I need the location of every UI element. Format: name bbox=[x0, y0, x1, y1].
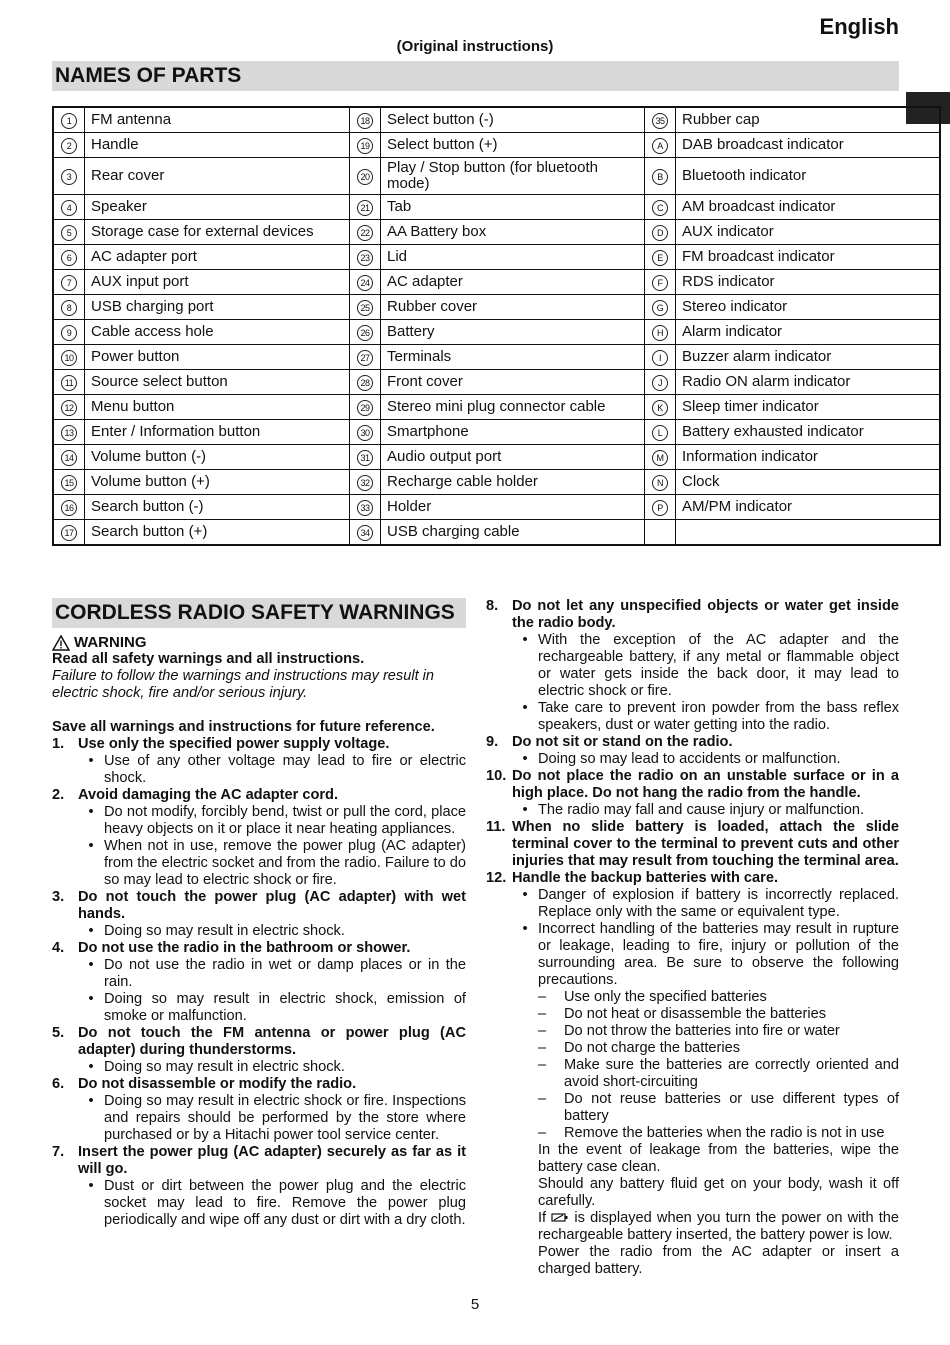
safety-item-2 bbox=[52, 787, 466, 804]
part-number: J bbox=[652, 375, 668, 391]
bullet-item: • Doing so may result in electric shock or fire. Inspections and repairs should be performed by the store where purchased or by a Hitachi power tool service center. bbox=[88, 1093, 466, 1143]
part-number: 9 bbox=[61, 325, 77, 341]
fluid-note: Should any battery fluid get on your body, wash it off carefully. bbox=[538, 1176, 899, 1209]
item-title: Do not let any unspecified objects or water get inside the radio body. bbox=[512, 598, 899, 631]
part-number: 31 bbox=[357, 450, 373, 466]
part-number: 11 bbox=[61, 375, 77, 391]
part-label: AA Battery box bbox=[381, 220, 645, 245]
safety-item-3 bbox=[52, 889, 466, 923]
item-number: 6. bbox=[52, 1076, 65, 1092]
part-label: Search button (+) bbox=[85, 520, 350, 546]
parts-row bbox=[53, 245, 940, 270]
part-number: 14 bbox=[61, 450, 77, 466]
part-label: Volume button (+) bbox=[85, 470, 350, 495]
bullet-item: • With the exception of the AC adapter and the rechargeable battery, if any metal or flammable object or water gets inside the back door, it may lead to electric shock or fire. bbox=[522, 632, 899, 699]
item-number: 1. bbox=[52, 736, 65, 752]
part-number: D bbox=[652, 225, 668, 241]
part-number: 19 bbox=[357, 138, 373, 154]
part-number: 15 bbox=[61, 475, 77, 491]
part-label: USB charging port bbox=[85, 295, 350, 320]
bullet-item: • When not in use, remove the power plug (AC adapter) from the electric socket and from the radio. Failure to do so may lead to electric shock or fire. bbox=[88, 838, 466, 888]
part-number: H bbox=[652, 325, 668, 341]
part-label: AUX indicator bbox=[676, 220, 941, 245]
part-label: Buzzer alarm indicator bbox=[676, 345, 941, 370]
part-label: FM broadcast indicator bbox=[676, 245, 941, 270]
part-number: B bbox=[652, 169, 668, 185]
part-label: Information indicator bbox=[676, 445, 941, 470]
parts-row bbox=[53, 195, 940, 220]
part-label: Rubber cover bbox=[381, 295, 645, 320]
safety-item-8 bbox=[486, 598, 899, 632]
part-label: Menu button bbox=[85, 395, 350, 420]
part-label: Power button bbox=[85, 345, 350, 370]
part-number: I bbox=[652, 350, 668, 366]
safety-left-column bbox=[52, 598, 466, 1229]
part-label: Enter / Information button bbox=[85, 420, 350, 445]
parts-row bbox=[53, 420, 940, 445]
item-title: Do not touch the FM antenna or power plug (AC adapter) during thunderstorms. bbox=[78, 1025, 466, 1058]
part-label: AC adapter port bbox=[85, 245, 350, 270]
part-label: Sleep timer indicator bbox=[676, 395, 941, 420]
part-label: Select button (-) bbox=[381, 107, 645, 133]
part-label: Rear cover bbox=[85, 158, 350, 195]
save-instructions: Save all warnings and instructions for future reference. bbox=[52, 719, 435, 735]
part-label bbox=[676, 520, 941, 546]
warning-triangle-icon bbox=[52, 635, 70, 651]
parts-row bbox=[53, 495, 940, 520]
part-label: Volume button (-) bbox=[85, 445, 350, 470]
leakage-note: In the event of leakage from the batteries, wipe the battery case clean. bbox=[538, 1142, 899, 1175]
bullet-item: • The radio may fall and cause injury or malfunction. bbox=[522, 802, 865, 818]
power-note: Power the radio from the AC adapter or insert a charged battery. bbox=[538, 1244, 899, 1277]
part-number: 17 bbox=[61, 525, 77, 541]
part-label: AM/PM indicator bbox=[676, 495, 941, 520]
part-number: 32 bbox=[357, 475, 373, 491]
part-label: Storage case for external devices bbox=[85, 220, 350, 245]
parts-row bbox=[53, 270, 940, 295]
part-label: Battery bbox=[381, 320, 645, 345]
part-number: P bbox=[652, 500, 668, 516]
part-number: 21 bbox=[357, 200, 373, 216]
bullet-item: • Dust or dirt between the power plug and the electric socket may lead to fire. Remove the power plug periodically and wipe off any dust or dirt with a dry cloth. bbox=[88, 1178, 466, 1228]
safety-item-12 bbox=[486, 870, 899, 887]
part-number: 18 bbox=[357, 113, 373, 129]
precaution-item: – Do not charge the batteries bbox=[538, 1040, 741, 1056]
read-all-instructions: Read all safety warnings and all instructions. bbox=[52, 651, 365, 667]
part-number: 35 bbox=[652, 113, 668, 129]
part-number: 30 bbox=[357, 425, 373, 441]
bullet-item: • Doing so may result in electric shock. bbox=[88, 1059, 345, 1075]
part-label: Terminals bbox=[381, 345, 645, 370]
part-label: Search button (-) bbox=[85, 495, 350, 520]
safety-item-10 bbox=[486, 768, 899, 802]
part-label: AC adapter bbox=[381, 270, 645, 295]
part-number: A bbox=[652, 138, 668, 154]
part-label: Radio ON alarm indicator bbox=[676, 370, 941, 395]
part-number: 20 bbox=[357, 169, 373, 185]
part-label: DAB broadcast indicator bbox=[676, 133, 941, 158]
part-number: M bbox=[652, 450, 668, 466]
part-label: USB charging cable bbox=[381, 520, 645, 546]
item-number: 7. bbox=[52, 1144, 65, 1160]
item-number: 3. bbox=[52, 889, 65, 905]
precaution-item: – Do not throw the batteries into fire or water bbox=[538, 1023, 840, 1039]
part-label: AM broadcast indicator bbox=[676, 195, 941, 220]
part-label: Battery exhausted indicator bbox=[676, 420, 941, 445]
part-number: 13 bbox=[61, 425, 77, 441]
safety-item-6 bbox=[52, 1076, 466, 1093]
bullet-item: • Use of any other voltage may lead to fire or electric shock. bbox=[88, 753, 466, 786]
item-title: Insert the power plug (AC adapter) securely as far as it will go. bbox=[78, 1144, 466, 1177]
part-label: Smartphone bbox=[381, 420, 645, 445]
item-title: Do not place the radio on an unstable surface or in a high place. Do not hang the radio from the handle. bbox=[512, 768, 899, 801]
part-number: 34 bbox=[357, 525, 373, 541]
warning-text: WARNING bbox=[74, 634, 147, 651]
item-number: 8. bbox=[486, 598, 499, 614]
safety-item-1 bbox=[52, 736, 466, 753]
bullet-item: • Doing so may result in electric shock. bbox=[88, 923, 345, 939]
bullet-item: • Doing so may result in electric shock, emission of smoke or malfunction. bbox=[88, 991, 466, 1024]
item-title: Do not sit or stand on the radio. bbox=[512, 734, 733, 750]
part-label: FM antenna bbox=[85, 107, 350, 133]
safety-item-9 bbox=[486, 734, 899, 751]
item-title: When no slide battery is loaded, attach the slide terminal cover to the terminal to prevent cuts and other injuries that may result from touching the terminal area. bbox=[512, 819, 899, 869]
part-number: N bbox=[652, 475, 668, 491]
part-number: L bbox=[652, 425, 668, 441]
item-number: 2. bbox=[52, 787, 65, 803]
part-number: 6 bbox=[61, 250, 77, 266]
part-number: 29 bbox=[357, 400, 373, 416]
language-label: English bbox=[819, 14, 899, 39]
safety-item-11 bbox=[486, 819, 899, 870]
part-number: 22 bbox=[357, 225, 373, 241]
parts-row bbox=[53, 320, 940, 345]
part-number: 23 bbox=[357, 250, 373, 266]
part-label: Play / Stop button (for bluetooth mode) bbox=[381, 158, 645, 195]
item-number: 12. bbox=[486, 870, 507, 886]
bullet-item: • Doing so may lead to accidents or malfunction. bbox=[522, 751, 841, 767]
original-instructions: (Original instructions) bbox=[396, 38, 554, 55]
safety-item-7 bbox=[52, 1144, 466, 1178]
part-label: Audio output port bbox=[381, 445, 645, 470]
part-label: Tab bbox=[381, 195, 645, 220]
page-number: 5 bbox=[470, 1296, 480, 1313]
battery-low-icon bbox=[551, 1212, 569, 1223]
bullet-item: • Incorrect handling of the batteries may result in rupture or leakage, leading to fire, injury or pollution of the surrounding area. Be sure to observe the following precautions. bbox=[522, 921, 899, 988]
part-label: Stereo indicator bbox=[676, 295, 941, 320]
part-label: Recharge cable holder bbox=[381, 470, 645, 495]
part-number: 28 bbox=[357, 375, 373, 391]
parts-row bbox=[53, 295, 940, 320]
parts-row bbox=[53, 345, 940, 370]
part-number: 27 bbox=[357, 350, 373, 366]
part-number: 7 bbox=[61, 275, 77, 291]
part-number: 2 bbox=[61, 138, 77, 154]
item-number: 5. bbox=[52, 1025, 65, 1041]
failure-notice: Failure to follow the warnings and instructions may result in electric shock, fire and/or serious injury. bbox=[52, 668, 435, 701]
part-number: 26 bbox=[357, 325, 373, 341]
bullet-item: • Take care to prevent iron powder from the bass reflex speakers, dust or water getting into the radio. bbox=[522, 700, 899, 733]
item-number: 11. bbox=[486, 819, 506, 835]
part-number: G bbox=[652, 300, 668, 316]
part-label: RDS indicator bbox=[676, 270, 941, 295]
part-number: 10 bbox=[61, 350, 77, 366]
part-label: Lid bbox=[381, 245, 645, 270]
parts-row bbox=[53, 520, 940, 546]
bullet-item: • Danger of explosion if battery is incorrectly replaced. Replace only with the same or equivalent type. bbox=[522, 887, 899, 920]
part-number: 33 bbox=[357, 500, 373, 516]
part-label: Holder bbox=[381, 495, 645, 520]
precaution-item: – Do not reuse batteries or use different types of battery bbox=[538, 1091, 899, 1124]
part-label: Stereo mini plug connector cable bbox=[381, 395, 645, 420]
part-label: Handle bbox=[85, 133, 350, 158]
part-number: 12 bbox=[61, 400, 77, 416]
item-title: Handle the backup batteries with care. bbox=[512, 870, 779, 886]
part-label: Front cover bbox=[381, 370, 645, 395]
names-of-parts-heading: NAMES OF PARTS bbox=[52, 61, 899, 91]
item-number: 9. bbox=[486, 734, 499, 750]
parts-row bbox=[53, 395, 940, 420]
parts-row bbox=[53, 445, 940, 470]
part-number: 3 bbox=[61, 169, 77, 185]
bullet-item: • Do not use the radio in wet or damp places or in the rain. bbox=[88, 957, 466, 990]
parts-row bbox=[53, 133, 940, 158]
low-battery-note: If is displayed when you turn the power on with the rechargeable battery inserted, the battery power is low. bbox=[538, 1210, 900, 1243]
part-number: 4 bbox=[61, 200, 77, 216]
precaution-item: – Do not heat or disassemble the batteries bbox=[538, 1006, 827, 1022]
precaution-item: – Use only the specified batteries bbox=[538, 989, 767, 1005]
part-label: Bluetooth indicator bbox=[676, 158, 941, 195]
item-title: Use only the specified power supply voltage. bbox=[78, 736, 390, 752]
item-number: 4. bbox=[52, 940, 65, 956]
part-number: E bbox=[652, 250, 668, 266]
parts-row bbox=[53, 470, 940, 495]
part-number: 8 bbox=[61, 300, 77, 316]
part-number: 16 bbox=[61, 500, 77, 516]
part-label: Alarm indicator bbox=[676, 320, 941, 345]
bullet-item: • Do not modify, forcibly bend, twist or pull the cord, place heavy objects on it or place it near heating appliances. bbox=[88, 804, 466, 837]
safety-item-4 bbox=[52, 940, 466, 957]
part-number: 5 bbox=[61, 225, 77, 241]
part-label: Cable access hole bbox=[85, 320, 350, 345]
precaution-item: – Make sure the batteries are correctly oriented and avoid short-circuiting bbox=[538, 1057, 899, 1090]
item-title: Do not disassemble or modify the radio. bbox=[78, 1076, 357, 1092]
safety-heading: CORDLESS RADIO SAFETY WARNINGS bbox=[52, 598, 466, 628]
part-label: AUX input port bbox=[85, 270, 350, 295]
part-number: 25 bbox=[357, 300, 373, 316]
parts-table bbox=[52, 106, 941, 546]
part-number: C bbox=[652, 200, 668, 216]
warning-label bbox=[52, 634, 466, 651]
part-number: K bbox=[652, 400, 668, 416]
part-label: Rubber cap bbox=[676, 107, 941, 133]
parts-row bbox=[53, 158, 940, 195]
part-number: 1 bbox=[61, 113, 77, 129]
part-label: Speaker bbox=[85, 195, 350, 220]
part-number: F bbox=[652, 275, 668, 291]
safety-right-column bbox=[486, 598, 899, 1278]
item-title: Avoid damaging the AC adapter cord. bbox=[78, 787, 339, 803]
part-label: Source select button bbox=[85, 370, 350, 395]
item-title: Do not use the radio in the bathroom or shower. bbox=[78, 940, 411, 956]
parts-row bbox=[53, 370, 940, 395]
part-number: 24 bbox=[357, 275, 373, 291]
item-number: 10. bbox=[486, 768, 507, 784]
part-label: Clock bbox=[676, 470, 941, 495]
safety-item-5 bbox=[52, 1025, 466, 1059]
parts-row bbox=[53, 220, 940, 245]
item-title: Do not touch the power plug (AC adapter) with wet hands. bbox=[78, 889, 466, 922]
precaution-item: – Remove the batteries when the radio is not in use bbox=[538, 1125, 885, 1141]
parts-row bbox=[53, 107, 940, 133]
part-label: Select button (+) bbox=[381, 133, 645, 158]
